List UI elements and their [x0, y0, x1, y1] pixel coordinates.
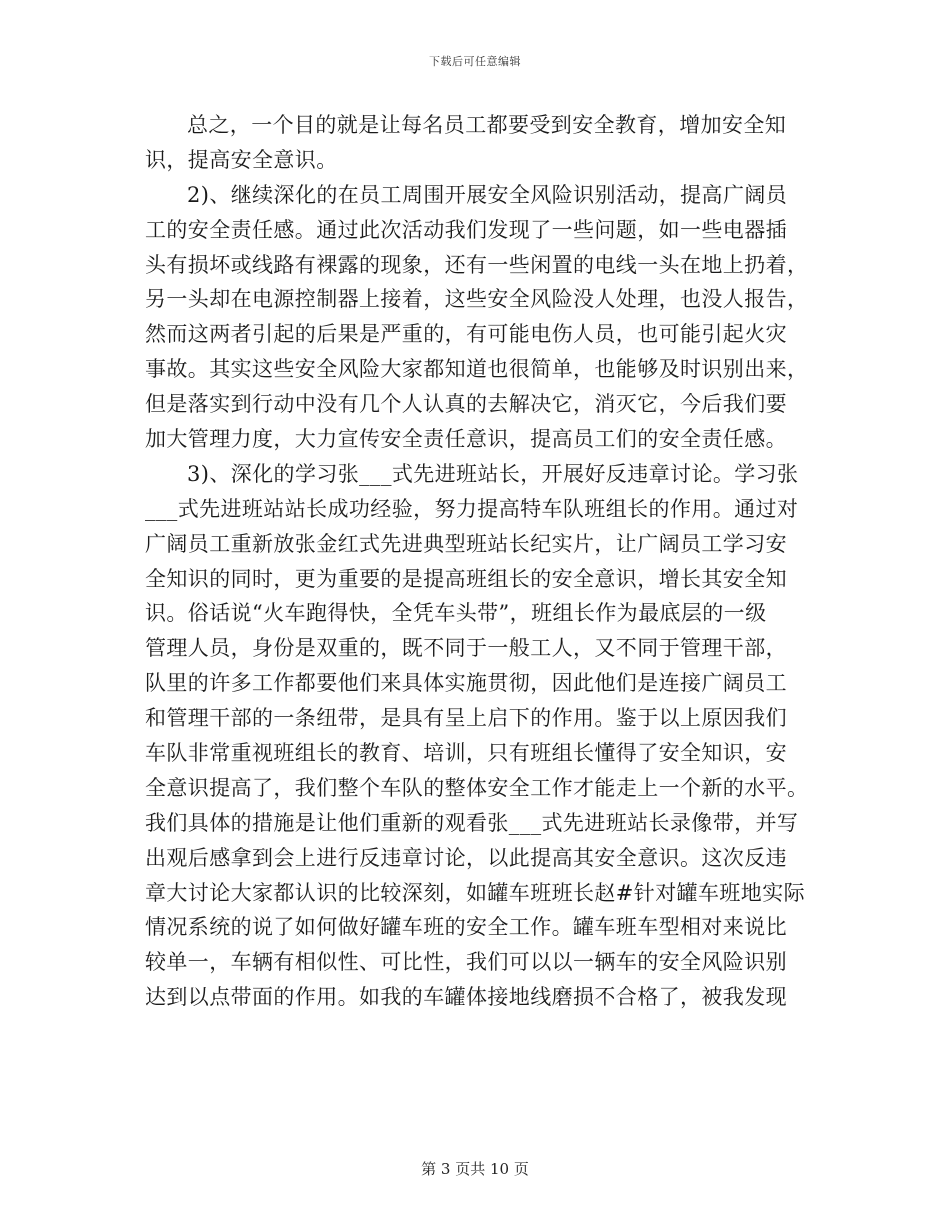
document-body — [145, 108, 810, 1015]
paragraph-line: 章大讨论大家都认识的比较深刻，如罐车班班长赵#针对罐车班地实际 — [145, 880, 805, 905]
paragraph-line: 和管理干部的一条纽带，是具有呈上启下的作用。鉴于以上原因我们 — [145, 706, 787, 731]
paragraph-line: 较单一，车辆有相似性、可比性，我们可以以一辆车的安全风险识别 — [145, 950, 787, 975]
paragraph-line: 全意识提高了，我们整个车队的整体安全工作才能走上一个新的水平。 — [145, 775, 809, 800]
page-number: 第 3 页共 10 页 — [421, 1160, 529, 1178]
page-header: 下载后可任意编辑 — [429, 55, 521, 68]
paragraph-line: 识。俗话说“火车跑得快，全凭车头带”，班组长作为最底层的一级 — [145, 601, 767, 626]
paragraph-line: 加大管理力度，大力宣传安全责任意识，提高员工们的安全责任感。 — [145, 427, 787, 452]
paragraph-line: 3)、深化的学习张___式先进班站长，开展好反违章讨论。学习张 — [187, 461, 799, 486]
paragraph-line: 达到以点带面的作用。如我的车罐体接地线磨损不合格了，被我发现 — [145, 985, 787, 1010]
paragraph-line: 然而这两者引起的后果是严重的，有可能电伤人员，也可能引起火灾 — [145, 322, 787, 347]
paragraph-line: 另一头却在电源控制器上接着，这些安全风险没人处理，也没人报告， — [145, 287, 809, 312]
paragraph-line: 队里的许多工作都要他们来具体实施贯彻，因此他们是连接广阔员工 — [145, 671, 787, 696]
paragraph-line: 但是落实到行动中没有几个人认真的去解决它，消灭它，今后我们要 — [145, 392, 787, 417]
paragraph-line: 管理人员，身份是双重的，既不同于一般工人，又不同于管理干部， — [145, 636, 787, 661]
paragraph-line: 事故。其实这些安全风险大家都知道也很简单，也能够及时识别出来， — [145, 357, 809, 382]
paragraph-line: 情况系统的说了如何做好罐车班的安全工作。罐车班车型相对来说比 — [145, 915, 787, 940]
paragraph-line: 总之，一个目的就是让每名员工都要受到安全教育，增加安全知 — [187, 113, 787, 137]
paragraph-line: 2)、继续深化的在员工周围开展安全风险识别活动，提高广阔员 — [187, 182, 788, 207]
paragraph-line: 车队非常重视班组长的教育、培训，只有班组长懂得了安全知识，安 — [145, 741, 787, 766]
paragraph-line: ___式先进班站站长成功经验，努力提高特车队班组长的作用。通过对 — [145, 496, 799, 521]
paragraph-line: 全知识的同时，更为重要的是提高班组长的安全意识，增长其安全知 — [145, 566, 787, 591]
paragraph-line: 头有损坏或线路有裸露的现象，还有一些闲置的电线一头在地上扔着， — [145, 252, 809, 277]
paragraph-line: 识，提高安全意识。 — [145, 147, 338, 172]
paragraph-line: 广阔员工重新放张金红式先进典型班站长纪实片，让广阔员工学习安 — [145, 531, 787, 556]
paragraph-line: 出观后感拿到会上进行反违章讨论，以此提高其安全意识。这次反违 — [145, 845, 787, 870]
paragraph-line: 工的安全责任感。通过此次活动我们发现了一些问题，如一些电器插 — [145, 217, 787, 242]
paragraph-line: 我们具体的措施是让他们重新的观看张___式先进班站长录像带，并写 — [145, 810, 799, 835]
